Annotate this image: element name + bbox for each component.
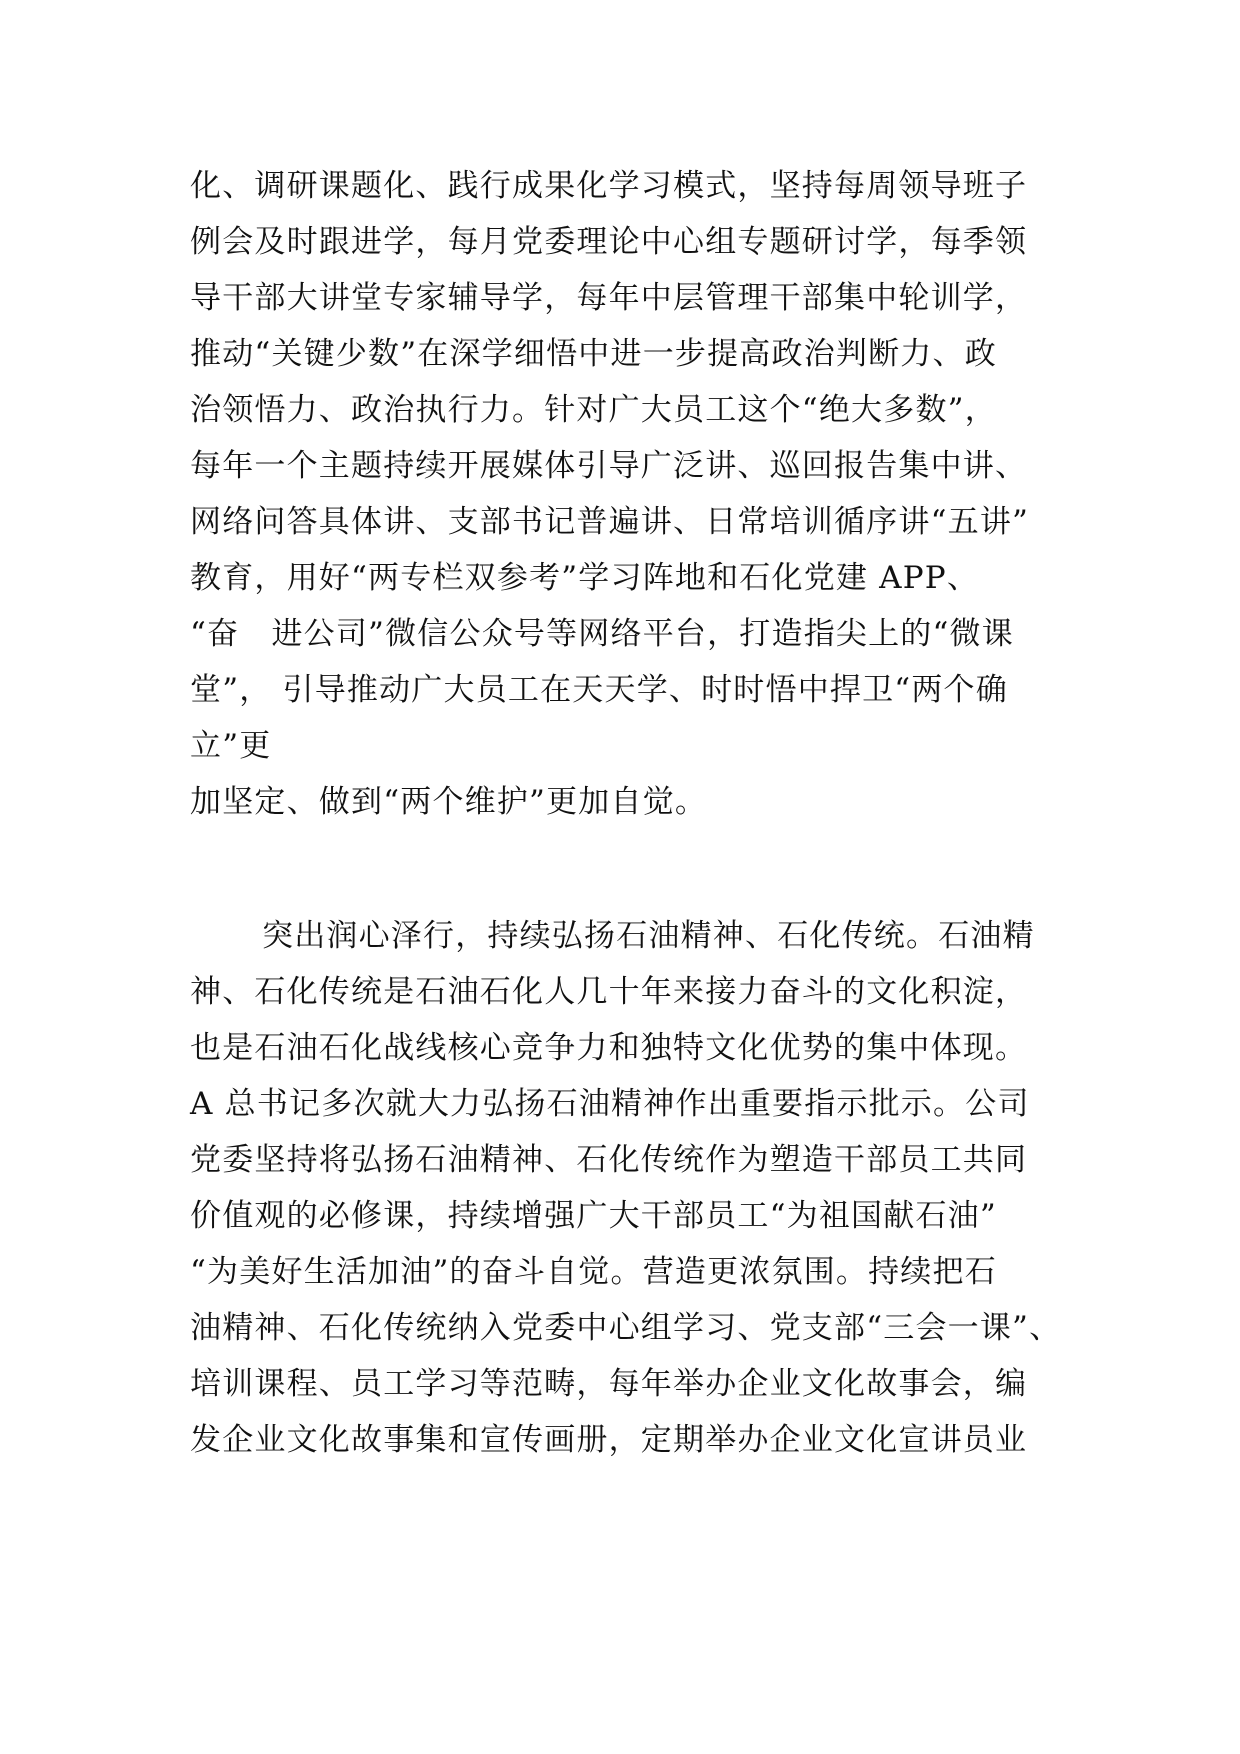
paragraph-line: 教育，用好“两专栏双参考”学习阵地和石化党建 APP、 [190,560,980,596]
paragraph-line: 治领悟力、政治执行力。针对广大员工这个“绝大多数”， [190,392,997,428]
paragraph-2 [190,908,1070,1468]
paragraph-line: 例会及时跟进学，每月党委理论中心组专题研讨学，每季领 [190,224,1028,260]
paragraph-line: “为美好生活加油”的奋斗自觉。营造更浓氛围。持续把石 [190,1254,997,1290]
paragraph-line: 立”更 [190,728,272,764]
paragraph-line: “奋 进公司”微信公众号等网络平台，打造指尖上的“微课 [190,616,1014,652]
paragraph-line: 堂”， 引导推动广大员工在天天学、时时悟中捍卫“两个确 [190,672,1008,708]
paragraph-line: 也是石油石化战线核心竞争力和独特文化优势的集中体现。 [190,1030,1028,1066]
paragraph-line: 神、石化传统是石油石化人几十年来接力奋斗的文化积淀， [190,974,1028,1010]
paragraph-line: 党委坚持将弘扬石油精神、石化传统作为塑造干部员工共同 [190,1142,1028,1178]
paragraph-line: 加坚定、做到“两个维护”更加自觉。 [190,784,708,820]
paragraph-line: 油精神、石化传统纳入党委中心组学习、党支部“三会一课”、 [190,1310,1062,1346]
paragraph-line: 网络问答具体讲、支部书记普遍讲、日常培训循序讲“五讲” [190,504,1030,540]
paragraph-line: A 总书记多次就大力弘扬石油精神作出重要指示批示。公司 [190,1086,1030,1122]
paragraph-line: 培训课程、员工学习等范畴，每年举办企业文化故事会，编 [190,1366,1028,1402]
paragraph-line: 价值观的必修课，持续增强广大干部员工“为祖国献石油” [190,1198,997,1234]
paragraph-line: 推动“关键少数”在深学细悟中进一步提高政治判断力、政 [190,336,997,372]
paragraph-line: 突出润心泽行，持续弘扬石油精神、石化传统。石油精 [262,918,1035,954]
paragraph-line: 发企业文化故事集和宣传画册，定期举办企业文化宣讲员业 [190,1422,1028,1458]
paragraph-line: 化、调研课题化、践行成果化学习模式，坚持每周领导班子 [190,168,1028,204]
paragraph-1 [190,158,1070,830]
paragraph-line: 每年一个主题持续开展媒体引导广泛讲、巡回报告集中讲、 [190,448,1028,484]
paragraph-line: 导干部大讲堂专家辅导学，每年中层管理干部集中轮训学， [190,280,1028,316]
